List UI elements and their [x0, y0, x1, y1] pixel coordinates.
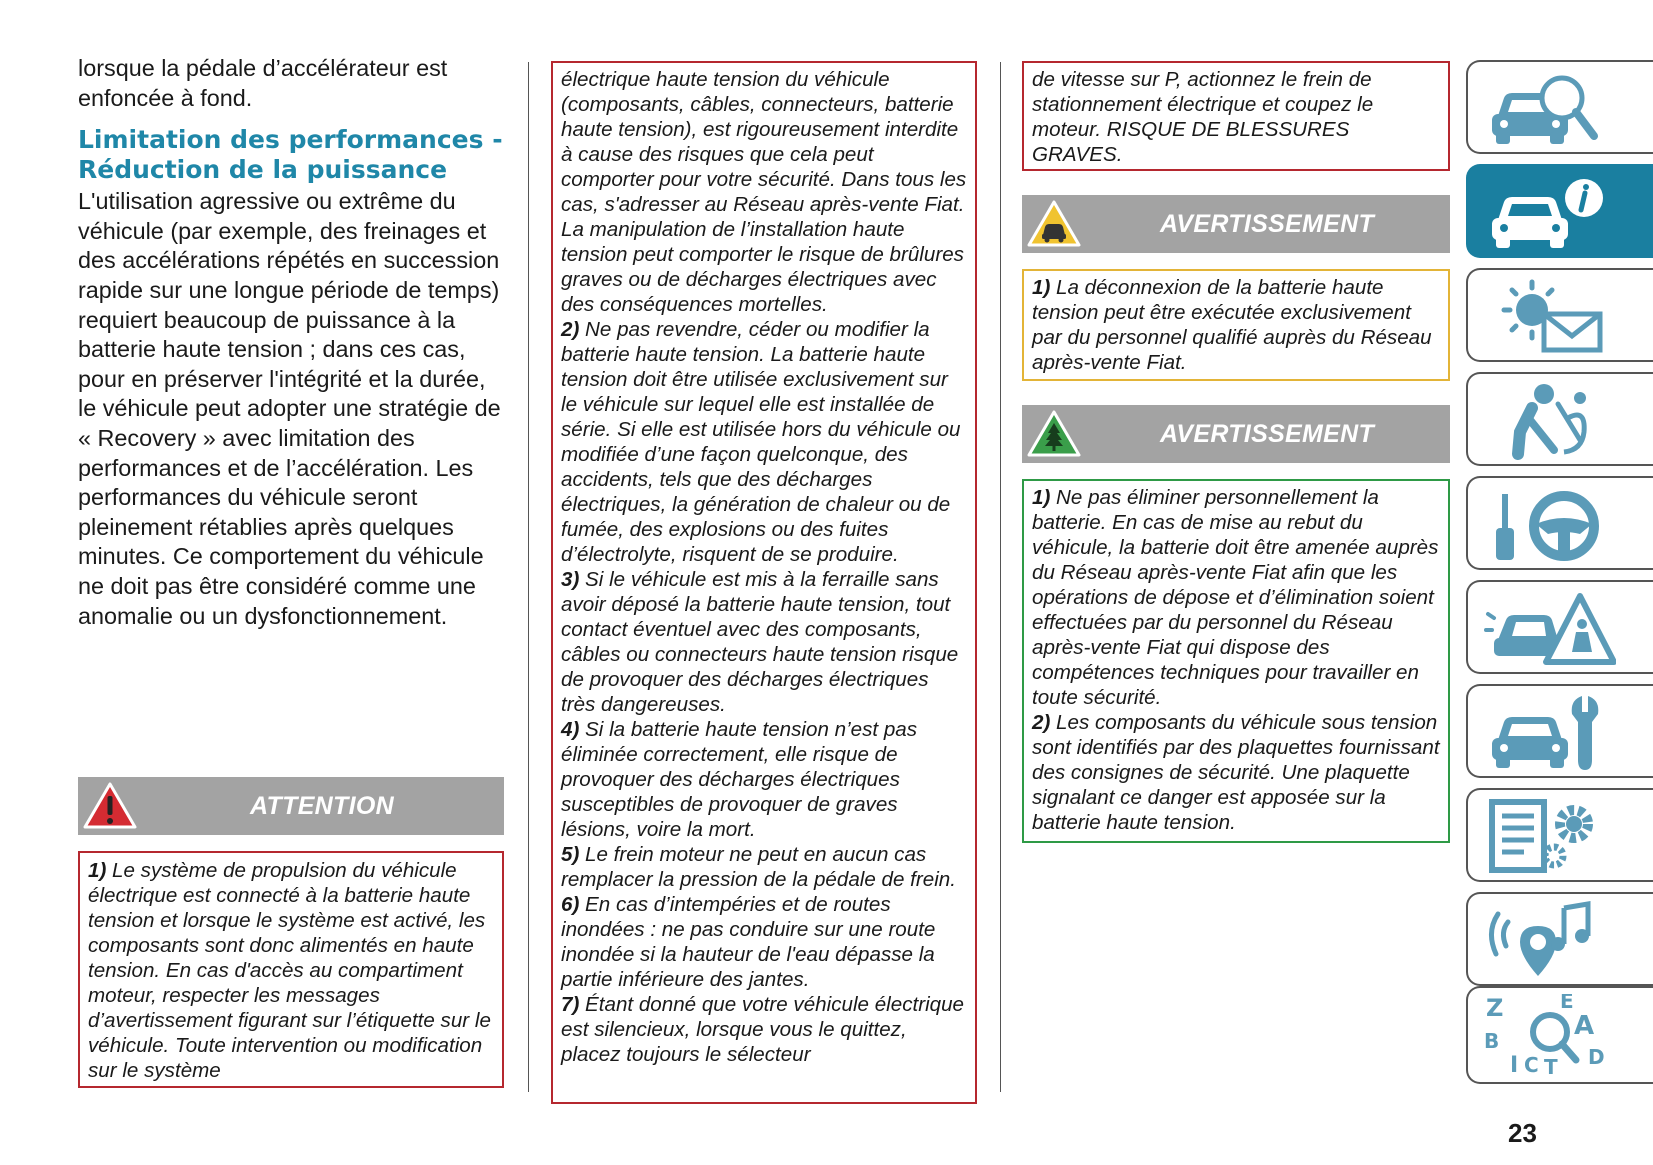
environment-tree-icon	[1026, 409, 1082, 459]
tab-starting-driving[interactable]	[1466, 476, 1653, 570]
index-letter: C	[1524, 1053, 1539, 1074]
attention-item: 3) Si le véhicule est mis à la ferraille sans avoir déposé la batterie haute tension, tout contact éventuel avec des composants, câbles ou connecteurs haute tension risque de provoquer des décharges électriques très dangereuses.	[561, 568, 959, 716]
tab-dashboard[interactable]	[1466, 268, 1653, 362]
car-search-icon	[1484, 68, 1616, 148]
warning-title: AVERTISSEMENT	[1159, 210, 1375, 238]
warning-item: 1) La déconnexion de la batterie haute tension peut être exécutée exclusivement par du personnel qualifié auprès du Réseau après-vente Fiat.	[1032, 276, 1432, 374]
warning-box-battery	[1022, 269, 1450, 381]
technical-data-icon	[1484, 796, 1616, 876]
car-maintenance-icon	[1484, 692, 1616, 772]
tab-maintenance[interactable]	[1466, 684, 1653, 778]
warning-item: 1) Ne pas éliminer personnellement la batterie. En cas de mise au rebut du véhicule, la batterie doit être amenée auprès du Réseau après-vente Fiat afin que les opérations de dépose et d’élimination soient effectuées par du personnel du Réseau après-vente Fiat qui dispose des compétences techniques pour travailler en toute sécurité.	[1032, 486, 1439, 709]
vehicle-warning-triangle-icon	[1026, 199, 1082, 249]
tab-index[interactable]	[1466, 986, 1653, 1084]
tab-multimedia[interactable]	[1466, 892, 1653, 986]
attention-header	[78, 777, 504, 835]
attention-item: 7) Étant donné que votre véhicule électrique est silencieux, lorsque vous le quittez, placez toujours le sélecteur	[561, 993, 965, 1066]
tab-technical-data[interactable]	[1466, 788, 1653, 882]
warning-header-battery	[1022, 195, 1450, 253]
section-heading: Limitation des performances - Réduction de la puissance	[78, 125, 503, 185]
tab-knowing-vehicle[interactable]	[1466, 60, 1653, 154]
attention-box-end	[1022, 61, 1450, 171]
attention-continued-text: de vitesse sur P, actionnez le frein de stationnement électrique et coupez le moteur. RISQUE DE BLESSURES GRAVES.	[1032, 68, 1374, 166]
warning-item: 2) Les composants du véhicule sous tension sont identifiés par des plaquettes fournissant des consignes de sécurité. Une plaquette signalant ce danger est apposée sur la batterie haute tension.	[1032, 711, 1440, 834]
warning-title: AVERTISSEMENT	[1159, 420, 1375, 448]
section-paragraph: L'utilisation agressive ou extrême du véhicule (par exemple, des freinages et des accélérations répétés en succession rapide sur une longue période de temps) requiert beaucoup de puissance à la batterie haute tension ; dans ces cas, pour en préserver l'intégrité et la durée, le véhicule peut adopter une stratégie de « Recovery » avec limitation des performances et de l’accélération. Les performances du véhicule seront pleinement rétablies après quelques minutes. Ce comportement du véhicule ne doit pas être considéré comme une anomalie ou un dysfonctionnement.	[78, 188, 501, 629]
dashboard-lights-icon	[1484, 276, 1616, 356]
attention-box-continued	[551, 61, 977, 1104]
alphabetical-index-icon	[1484, 994, 1616, 1074]
attention-continued-text: électrique haute tension du véhicule (composants, câbles, connecteurs, batterie haute tension), est rigoureusement interdite à cause des risques que cela peut comporter pour votre sécurité. Dans tous les cas, s'adresser au Réseau après-vente Fiat. La manipulation de l’installation haute tension peut comporter le risque de brûlures graves ou de décharges électriques avec des conséquences mortelles.	[561, 68, 967, 316]
page-number: 23	[1508, 1118, 1537, 1148]
index-letter: A	[1574, 1011, 1595, 1041]
attention-item: 6) En cas d’intempéries et de routes inondées : ne pas conduire sur une route inondée si la hauteur de l'eau dépasse la partie inférieure des jantes.	[561, 893, 936, 991]
index-letter: B	[1484, 1029, 1500, 1053]
index-letter: I	[1510, 1053, 1519, 1074]
warning-header-environment	[1022, 405, 1450, 463]
seat-safety-icon	[1484, 380, 1616, 460]
attention-item: 5) Le frein moteur ne peut en aucun cas remplacer la pression de la pédale de frein.	[561, 843, 956, 891]
intro-text: lorsque la pédale d’accélérateur est enfoncée à fond.	[78, 55, 448, 111]
attention-item: 2) Ne pas revendre, céder ou modifier la batterie haute tension. La batterie haute tension doit être utilisée exclusivement sur le véhicule sur lequel elle est installée de série. Si elle est utilisée hors du véhicule ou modifiée d’une façon quelconque, des accidents, tels que des décharges électriques, la génération de chaleur ou de fumée, des explosions ou des fuites d’électrolyte, risquent de se produire.	[561, 318, 961, 566]
attention-item: 4) Si la batterie haute tension n’est pas éliminée correctement, elle risque de provoquer des décharges électriques susceptibles de provoquer de graves lésions, voire la mort.	[561, 718, 918, 841]
warning-box-environment	[1022, 479, 1450, 843]
attention-item: 1) Le système de propulsion du véhicule électrique est connecté à la batterie haute tension et lorsque le système est activé, les composants sont donc alimentés en haute tension. En cas d'accès au compartiment moteur, respecter les messages d’avertissement figurant sur l’étiquette sur le véhicule. Toute intervention ou modification sur le système	[88, 859, 491, 1082]
tab-emergency[interactable]	[1466, 580, 1653, 674]
emergency-warning-icon	[1484, 588, 1616, 668]
multimedia-icon	[1484, 900, 1616, 980]
index-letter: Z	[1486, 994, 1504, 1022]
index-letter: D	[1588, 1045, 1605, 1069]
column-separator	[1000, 62, 1001, 1092]
attention-title: ATTENTION	[250, 792, 394, 820]
left-column	[78, 54, 506, 631]
attention-box	[78, 851, 504, 1088]
tab-seats[interactable]	[1466, 372, 1653, 466]
steering-wheel-icon	[1484, 484, 1616, 564]
index-letter: T	[1544, 1055, 1558, 1074]
car-info-icon	[1484, 172, 1616, 252]
tab-safety[interactable]	[1466, 164, 1653, 258]
index-letter: E	[1560, 994, 1574, 1013]
danger-triangle-icon	[82, 781, 138, 831]
column-separator	[528, 62, 529, 1092]
